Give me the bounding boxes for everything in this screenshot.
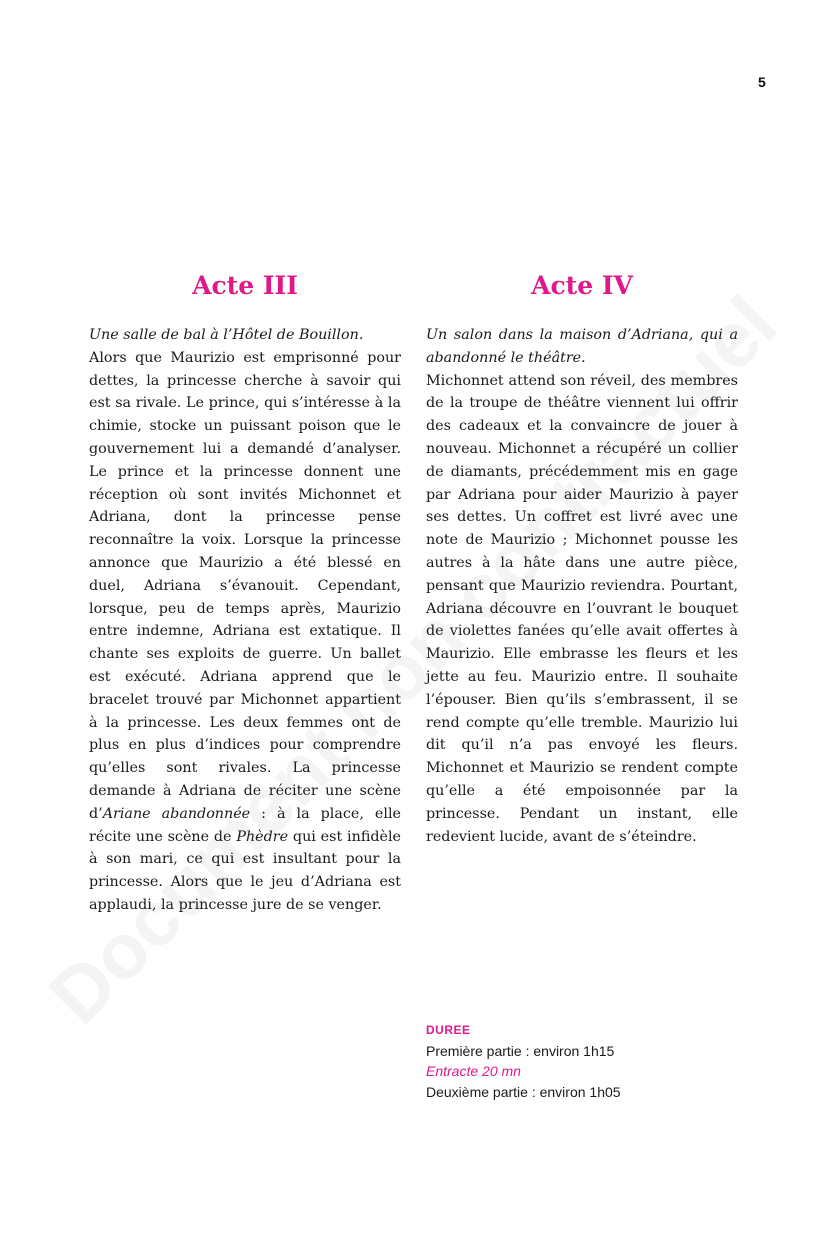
act-4-setting: Un salon dans la maison d’Adriana, qui a abandonné le théâtre. [426, 327, 738, 366]
page-number: 5 [758, 74, 766, 90]
act-3-setting: Une salle de bal à l’Hôtel de Bouillon. [89, 327, 364, 343]
act-4-title: Acte IV [531, 271, 633, 300]
act-3-text-part-3: qui est infidèle à son mari, ce qui est insultant pour la princesse. Alors que le jeu d’Adriana est applaudi, la princesse jure de se venger. [89, 828, 401, 913]
act-4-synopsis: Michonnet attend son réveil, des membres de la troupe de théâtre viennent lui offrir des cadeaux et la convaincre de jouer à nouveau. Michonnet a récupéré un collier de diamants, précédemment mis en gage par Adriana pour aider Maurizio à payer ses dettes. Un coffret est livré avec une note de Maurizio ; Michonnet pousse les autres à la hâte dans une autre pièce, pensant que Maurizio reviendra. Pourtant, Adriana découvre en l’ouvrant le bouquet de violettes fanées qu’elle avait offertes à Maurizio. Elle embrasse les fleurs et les jette au feu. Maurizio entre. Il souhaite l’épouser. Bien qu’ils s’embrassent, il se rend compte qu’elle tremble. Maurizio lui dit qu’il n’a pas envoyé les fleurs. Michonnet et Maurizio se rendent compte qu’elle a été empoisonnée par la princesse. Pendant un instant, elle redevient lucide, avant de s’éteindre. [426, 372, 738, 845]
act-4-section [426, 268, 738, 848]
duration-part-2: Deuxième partie : environ 1h05 [426, 1083, 621, 1100]
duration-block [426, 1020, 621, 1102]
duration-heading: DUREE [426, 1023, 471, 1037]
act-3-section [89, 268, 401, 917]
duration-part-1: Première partie : environ 1h15 [426, 1042, 615, 1059]
act-3-work-title-1: Ariane abandonnée [102, 805, 251, 822]
act-3-text-part-2: : à la place, elle récite une scène de [89, 805, 401, 845]
act-3-title: Acte III [192, 271, 298, 300]
act-3-synopsis [89, 347, 401, 917]
act-3-text-part-1: Alors que Maurizio est emprisonné pour dettes, la princesse cherche à savoir qui est sa rivale. Le prince, qui s’intéresse à la chimie, stocke un puissant poison que le gouvernement lui a demandé d’analyser. Le prince et la princesse donnent une réception où sont invités Michonnet et Adriana, dont la princesse pense reconnaître la voix. Lorsque la princesse annonce que Maurizio a été blessé en duel, Adriana s’évanouit. Cependant, lorsque, peu de temps après, Maurizio entre indemne, Adriana est extatique. Il chante ses exploits de guerre. Un ballet est exécuté. Adriana apprend que le bracelet trouvé par Michonnet appartient à la princesse. Les deux femmes ont de plus en plus d’indices pour comprendre qu’elles sont rivales. La princesse demande à Adriana de réciter une scène d’ [89, 349, 401, 822]
act-3-work-title-2: Phèdre [236, 828, 289, 845]
duration-interval: Entracte 20 mn [426, 1063, 521, 1079]
